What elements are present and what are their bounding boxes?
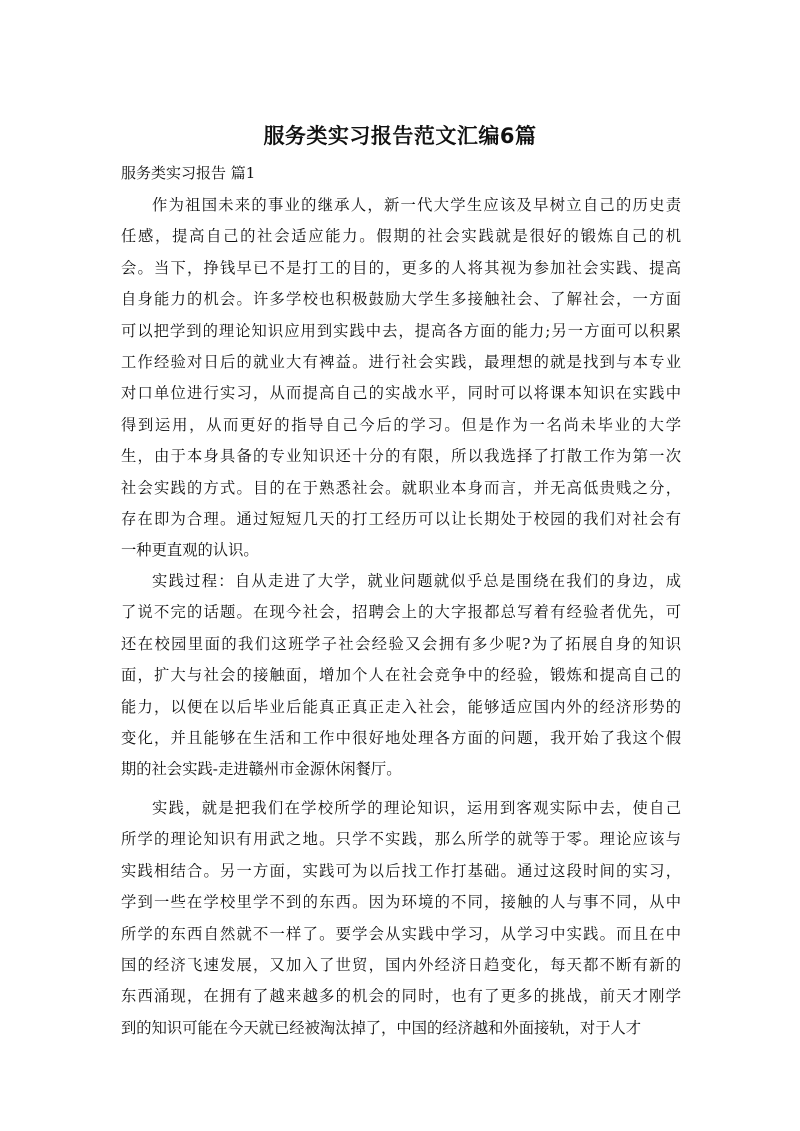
paragraph-line: 社会实践的方式。目的在于熟悉社会。就职业本身而言，并无高低贵贱之分， (121, 478, 681, 497)
paragraph-line: 可以把学到的理论知识应用到实践中去，提高各方面的能力;另一方面可以积累 (121, 321, 681, 340)
paragraph-line: 对口单位进行实习，从而提高自己的实战水平，同时可以将课本知识在实践中 (121, 384, 681, 403)
paragraph-line: 了说不完的话题。在现今社会，招聘会上的大字报都总写着有经验者优先，可 (121, 603, 681, 622)
paragraph-line: 作为祖国未来的事业的继承人，新一代大学生应该及早树立自己的历史责 (152, 196, 681, 214)
paragraph-line: 自身能力的机会。许多学校也积极鼓励大学生多接触社会、了解社会，一方面 (121, 290, 681, 309)
section-heading: 服务类实习报告 篇1 (121, 164, 256, 182)
paragraph-line: 实践，就是把我们在学校所学的理论知识，运用到客观实际中去，使自己 (152, 799, 681, 817)
paragraph-line: 存在即为合理。通过短短几天的打工经历可以让长期处于校园的我们对社会有 (121, 510, 681, 528)
paragraph-line: 学到一些在学校里学不到的东西。因为环境的不同，接触的人与事不同，从中 (121, 893, 681, 912)
paragraph-line: 生，由于本身具备的专业知识还十分的有限，所以我选择了打散工作为第一次 (121, 447, 681, 466)
paragraph-line: 得到运用，从而更好的指导自己今后的学习。但是作为一名尚未毕业的大学 (121, 415, 681, 434)
paragraph-line: 面，扩大与社会的接触面，增加个人在社会竞争中的经验，锻炼和提高自己的 (121, 666, 681, 685)
paragraph-line: 实践过程：自从走进了大学，就业问题就似乎总是围绕在我们的身边，成 (152, 572, 681, 590)
paragraph-line: 期的社会实践-走进赣州市金源休闲餐厅。 (121, 760, 402, 779)
paragraph-line: 所学的理论知识有用武之地。只学不实践，那么所学的就等于零。理论应该与 (121, 830, 681, 849)
paragraph-line: 能力，以便在以后毕业后能真正真正走入社会，能够适应国内外的经济形势的 (121, 697, 681, 716)
paragraph-line: 任感，提高自己的社会适应能力。假期的社会实践就是很好的锻炼自己的机 (121, 227, 681, 246)
paragraph-line: 会。当下，挣钱早已不是打工的目的，更多的人将其视为参加社会实践、提高 (121, 258, 681, 277)
paragraph-line: 工作经验对日后的就业大有裨益。进行社会实践，最理想的就是找到与本专业 (121, 353, 681, 371)
paragraph-line: 到的知识可能在今天就已经被淘汰掉了，中国的经济越和外面接轨，对于人才 (121, 1018, 642, 1037)
document-title: 服务类实习报告范文汇编6篇 (263, 124, 537, 148)
paragraph-line: 一种更直观的认识。 (121, 541, 259, 560)
paragraph-line: 所学的东西自然就不一样了。要学会从实践中学习，从学习中实践。而且在中 (121, 924, 681, 943)
paragraph-line: 实践相结合。另一方面，实践可为以后找工作打基础。通过这段时间的实习， (121, 861, 681, 880)
paragraph-line: 国的经济飞速发展，又加入了世贸，国内外经济日趋变化，每天都不断有新的 (121, 956, 681, 974)
paragraph-line: 还在校园里面的我们这班学子社会经验又会拥有多少呢?为了拓展自身的知识 (121, 634, 681, 653)
paragraph-line: 东西涌现，在拥有了越来越多的机会的同时，也有了更多的挑战，前天才刚学 (121, 987, 681, 1006)
paragraph-line: 变化，并且能够在生活和工作中很好地处理各方面的问题，我开始了我这个假 (121, 729, 681, 747)
